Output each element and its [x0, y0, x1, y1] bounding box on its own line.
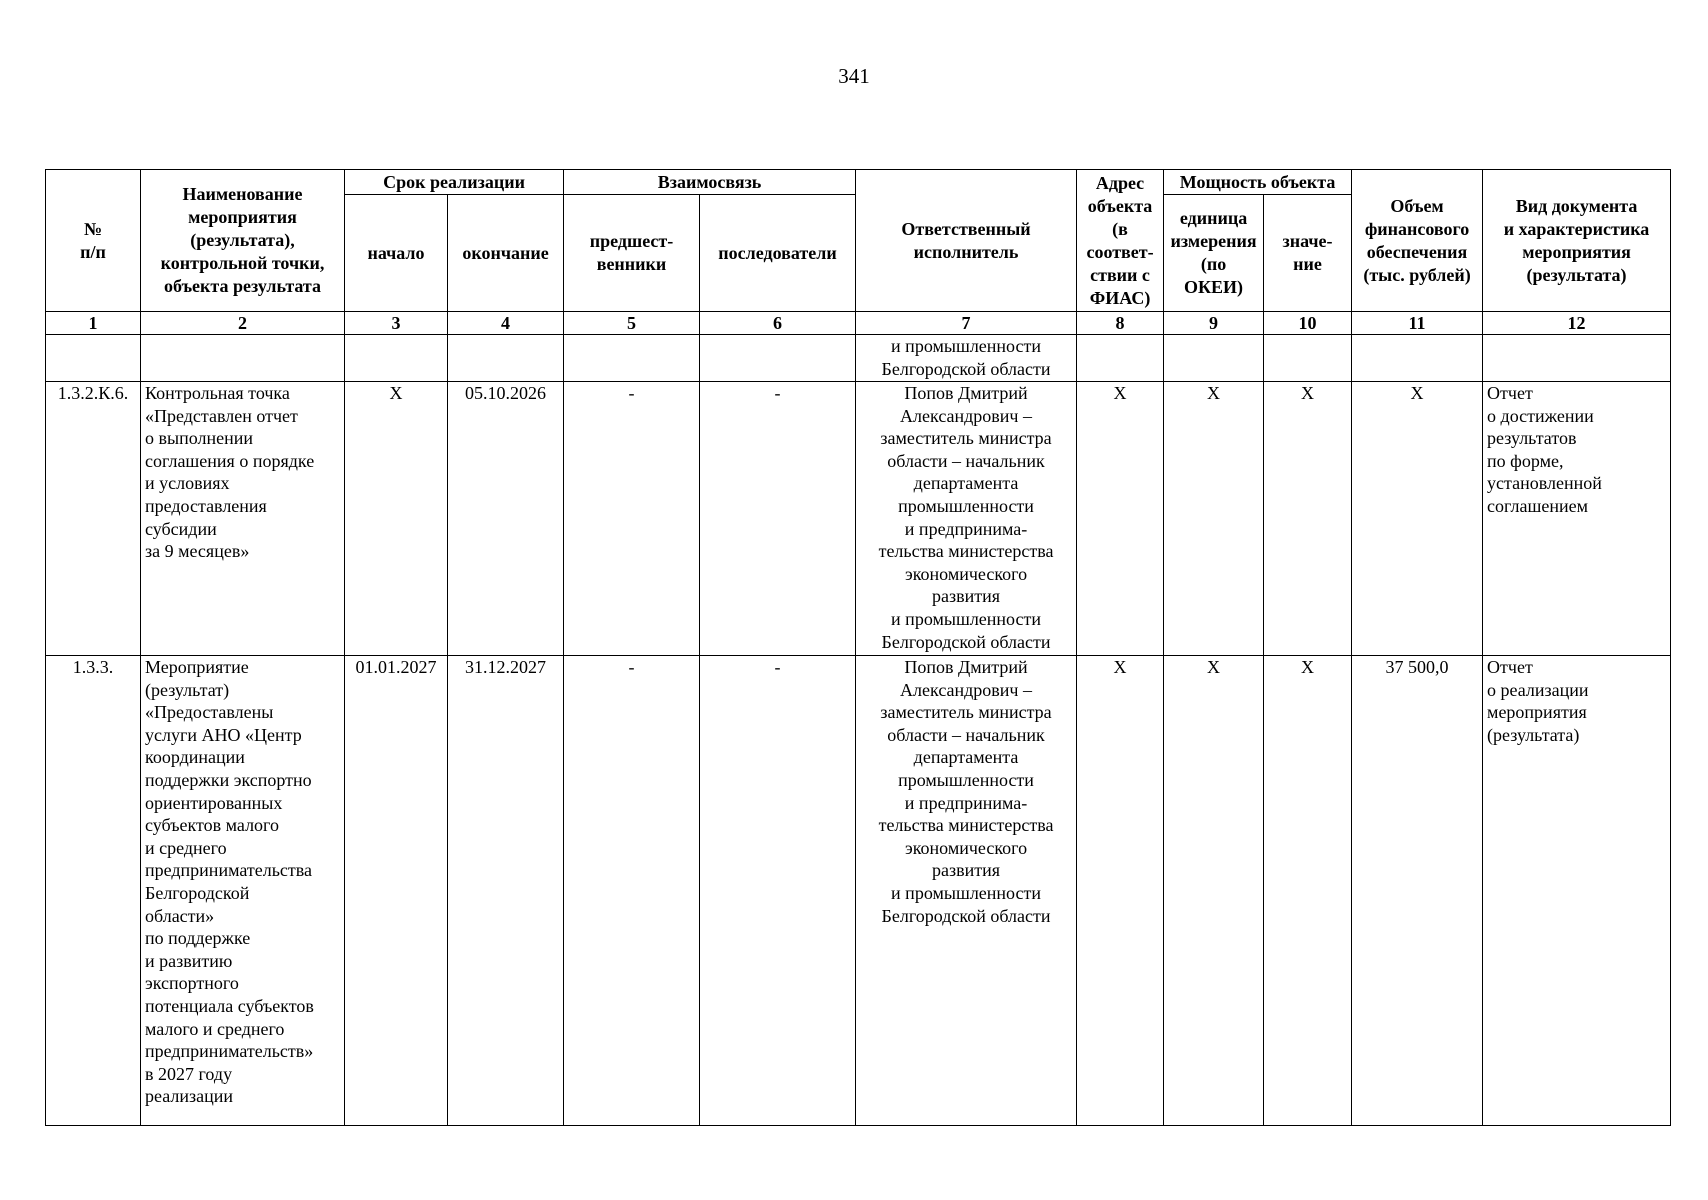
empty-cell [1352, 335, 1483, 382]
cell-name: Контрольная точка «Представлен отчет о выполнении соглашения о порядке и условиях предоставления субсидии за 9 месяцев» [141, 382, 345, 656]
plan-table [45, 169, 1671, 1126]
empty-cell [564, 335, 700, 382]
header-capacity: Мощность объекта [1164, 170, 1352, 195]
cell-funding: Х [1352, 382, 1483, 656]
cell-address: Х [1077, 382, 1164, 656]
header-row-top [46, 170, 1671, 195]
cell-num: 1.3.3. [46, 656, 141, 1126]
header-doc-type: Вид документа и характеристика мероприятия (результата) [1483, 170, 1671, 312]
column-number: 4 [448, 312, 564, 335]
cell-num: 1.3.2.К.6. [46, 382, 141, 656]
column-number: 5 [564, 312, 700, 335]
header-address: Адрес объекта (в соответ- ствии с ФИАС) [1077, 170, 1164, 312]
column-number: 9 [1164, 312, 1264, 335]
cell-end: 05.10.2026 [448, 382, 564, 656]
cell-doc-type: Отчет о реализации мероприятия (результата) [1483, 656, 1671, 1126]
column-number: 6 [700, 312, 856, 335]
header-unit: единица измерения (по ОКЕИ) [1164, 195, 1264, 312]
empty-cell [141, 335, 345, 382]
column-number: 1 [46, 312, 141, 335]
column-numbers-row [46, 312, 1671, 335]
cell-value: Х [1264, 656, 1352, 1126]
column-number: 3 [345, 312, 448, 335]
column-number: 12 [1483, 312, 1671, 335]
cell-responsible: Попов Дмитрий Александрович – заместитель министра области – начальник департамента промышленности и предпринима- тельства министерства экономического развития и промышленности Белгородской области [856, 656, 1077, 1126]
column-number: 8 [1077, 312, 1164, 335]
empty-cell [700, 335, 856, 382]
column-number: 10 [1264, 312, 1352, 335]
cell-address: Х [1077, 656, 1164, 1126]
cell-responsible: Попов Дмитрий Александрович – заместитель министра области – начальник департамента промышленности и предпринима- тельства министерства экономического развития и промышленности Белгородской области [856, 382, 1077, 656]
cell-unit: Х [1164, 656, 1264, 1126]
cell-start: 01.01.2027 [345, 656, 448, 1126]
column-number: 7 [856, 312, 1077, 335]
empty-cell [345, 335, 448, 382]
header-term: Срок реализации [345, 170, 564, 195]
header-start: начало [345, 195, 448, 312]
header-funding: Объем финансового обеспечения (тыс. рублей) [1352, 170, 1483, 312]
table-row [46, 382, 1671, 656]
cell-end: 31.12.2027 [448, 656, 564, 1126]
cell-name: Мероприятие (результат) «Предоставлены услуги АНО «Центр координации поддержки экспортно ориентированных субъектов малого и среднего предпринимательства Белгородской области» по поддержке и развитию экспортного потенциала субъектов малого и среднего предпринимательств» в 2027 году реализации [141, 656, 345, 1126]
page-number: 341 [838, 64, 870, 88]
cell-predecessors: - [564, 382, 700, 656]
cell-start: Х [345, 382, 448, 656]
cell-value: Х [1264, 382, 1352, 656]
cell-unit: Х [1164, 382, 1264, 656]
header-end: окончание [448, 195, 564, 312]
header-num: № п/п [46, 170, 141, 312]
cell-responsible: и промышленности Белгородской области [856, 335, 1077, 382]
cell-doc-type: Отчет о достижении результатов по форме, установленной соглашением [1483, 382, 1671, 656]
continuation-row [46, 335, 1671, 382]
empty-cell [46, 335, 141, 382]
column-number: 11 [1352, 312, 1483, 335]
column-number: 2 [141, 312, 345, 335]
header-name: Наименование мероприятия (результата), контрольной точки, объекта результата [141, 170, 345, 312]
empty-cell [1077, 335, 1164, 382]
header-value: значе- ние [1264, 195, 1352, 312]
header-responsible: Ответственный исполнитель [856, 170, 1077, 312]
cell-predecessors: - [564, 656, 700, 1126]
cell-funding: 37 500,0 [1352, 656, 1483, 1126]
header-successors: последователи [700, 195, 856, 312]
empty-cell [448, 335, 564, 382]
empty-cell [1264, 335, 1352, 382]
cell-successors: - [700, 382, 856, 656]
table-row [46, 656, 1671, 1126]
header-relation: Взаимосвязь [564, 170, 856, 195]
header-predecessors: предшест- венники [564, 195, 700, 312]
cell-successors: - [700, 656, 856, 1126]
empty-cell [1164, 335, 1264, 382]
empty-cell [1483, 335, 1671, 382]
